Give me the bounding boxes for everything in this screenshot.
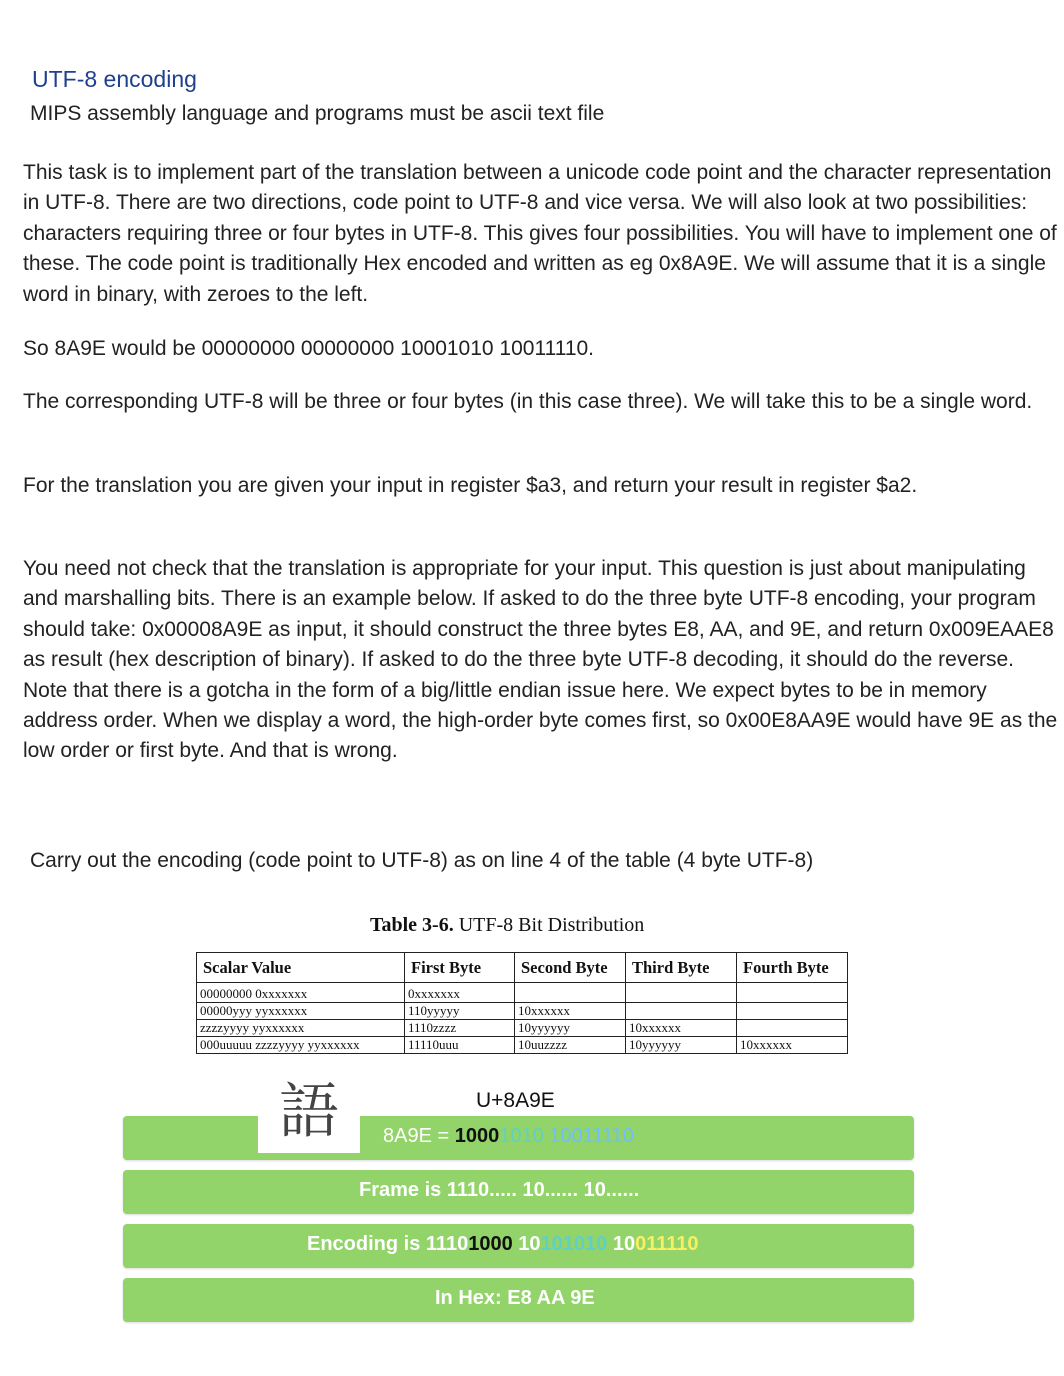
table-caption-title: UTF-8 Bit Distribution xyxy=(458,914,645,936)
bits-yx: 10011110 xyxy=(549,1125,634,1147)
table-cell xyxy=(737,1020,848,1037)
utf8-bit-distribution-table xyxy=(196,952,848,1054)
table-cell xyxy=(626,983,737,1003)
binary-bar-text xyxy=(383,1125,634,1148)
task-instruction: Carry out the encoding (code point to UTF-8) as on line 4 of the table (4 byte UTF-8) xyxy=(30,849,814,872)
table-row xyxy=(197,1020,848,1037)
encoding-bar-text xyxy=(307,1233,699,1256)
table-cell xyxy=(626,1003,737,1020)
bits-u: 1000 xyxy=(454,1125,500,1147)
table-row xyxy=(197,983,848,1003)
encoding-bits-2: 101010 xyxy=(540,1233,608,1255)
table-cell: 10xxxxxx xyxy=(515,1003,626,1020)
encoding-frame-3: 10 xyxy=(612,1233,636,1255)
character-glyph-box xyxy=(258,1077,360,1153)
frame-bar-text: Frame is 1110..... 10...... 10...... xyxy=(359,1179,640,1201)
paragraph-intro: This task is to implement part of the translation between a unicode code point and the character representation in UTF-8. There are two directions, code point to UTF-8 and vice versa. We will also look at two possibilities: characters requiring three or four bytes in UTF-8. This gives four possibilities. You will have to implement one of these. The code point is traditionally Hex encoded and written as eg 0x8A9E. We will assume that it is a single word in binary, with zeroes to the left. xyxy=(23,161,1057,306)
table-cell: 10yyyyyy xyxy=(626,1037,737,1054)
header-second-byte: Second Byte xyxy=(515,953,626,983)
character-glyph: 語 xyxy=(279,1077,339,1147)
paragraph-binary-example: So 8A9E would be 00000000 00000000 10001010 10011110. xyxy=(23,337,595,360)
table-cell: 10yyyyyy xyxy=(515,1020,626,1037)
table-cell: zzzzyyyy yyxxxxxx xyxy=(197,1020,405,1037)
table-cell xyxy=(515,983,626,1003)
table-row xyxy=(197,1003,848,1020)
table-cell: 10uuzzzz xyxy=(515,1037,626,1054)
encoding-prefix: Encoding is xyxy=(307,1233,426,1255)
table-cell: 1110zzzz xyxy=(405,1020,515,1037)
table-cell xyxy=(737,1003,848,1020)
table-header-row xyxy=(197,953,848,983)
hex-bar-text: In Hex: E8 AA 9E xyxy=(435,1287,595,1309)
header-first-byte: First Byte xyxy=(405,953,515,983)
paragraph-utf8-word: The corresponding UTF-8 will be three or four bytes (in this case three). We will take this to be a single word. xyxy=(23,390,1033,413)
table-cell: 10xxxxxx xyxy=(737,1037,848,1054)
encoding-frame-2: 10 xyxy=(518,1233,541,1255)
header-fourth-byte: Fourth Byte xyxy=(737,953,848,983)
codepoint-label: U+8A9E xyxy=(476,1089,555,1112)
page-subtitle: MIPS assembly language and programs must be ascii text file xyxy=(30,102,605,125)
table-row xyxy=(197,1037,848,1054)
paragraph-details: You need not check that the translation is appropriate for your input. This question is just about manipulating and marshalling bits. There is an example below. If asked to do the three byte UTF-8 encoding, your program should take: 0x00008A9E as input, it should construct the three bytes E8, AA, and 9E, and return 0x009EAAE8 as result (hex description of binary). If asked to do the three byte UTF-8 decoding, it should do the reverse. Note that there is a gotcha in the form of a big/little endian issue here. We expect bytes to be in memory address order. When we display a word, the high-order byte comes first, so 0x00E8AA9E would have 9E as the low order or first byte. And that is wrong. xyxy=(23,557,1058,763)
bits-z: 1010 xyxy=(499,1125,544,1147)
table-cell: 110yyyyy xyxy=(405,1003,515,1020)
table-cell: 10xxxxxx xyxy=(626,1020,737,1037)
encoding-frame-1: 1110 xyxy=(425,1233,469,1255)
header-scalar-value: Scalar Value xyxy=(197,953,405,983)
binary-prefix: 8A9E = xyxy=(383,1125,455,1147)
table-cell: 00000yyy yyxxxxxx xyxy=(197,1003,405,1020)
paragraph-registers: For the translation you are given your input in register $a3, and return your result in register $a2. xyxy=(23,474,918,497)
table-cell: 000uuuuu zzzzyyyy yyxxxxxx xyxy=(197,1037,405,1054)
table-caption xyxy=(370,914,644,937)
table-caption-label: Table 3-6. xyxy=(370,914,454,936)
table-cell: 11110uuu xyxy=(405,1037,515,1054)
header-third-byte: Third Byte xyxy=(626,953,737,983)
encoding-bits-1: 1000 xyxy=(468,1233,513,1255)
page-title: UTF-8 encoding xyxy=(32,66,197,92)
encoding-bits-3: 011110 xyxy=(635,1233,699,1255)
table-cell: 0xxxxxxx xyxy=(405,983,515,1003)
table-cell: 00000000 0xxxxxxx xyxy=(197,983,405,1003)
table-cell xyxy=(737,983,848,1003)
